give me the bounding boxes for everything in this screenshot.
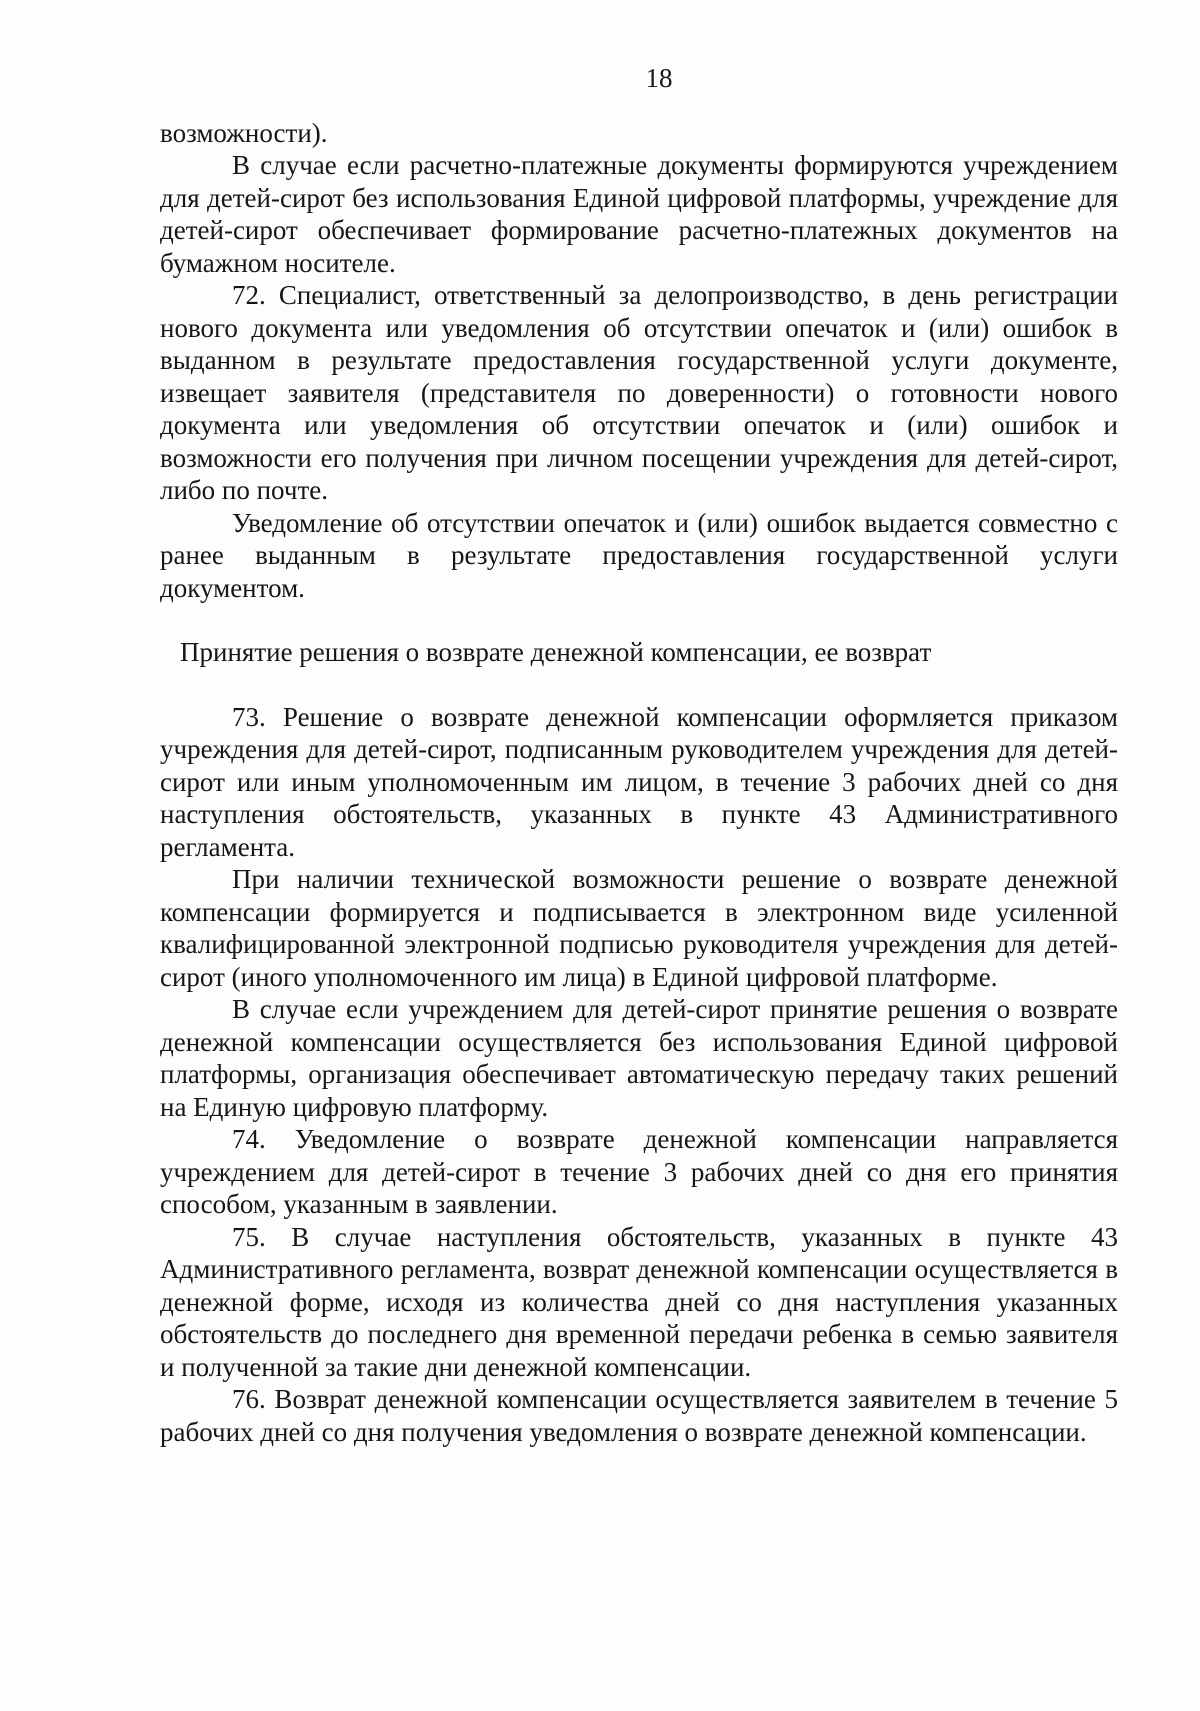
paragraph-technical-possibility: При наличии технической возможности решение о возврате денежной компенсации формируется и подписывается в электронном виде усиленной квалифицированной электронной подписью руководителя учреждения для детей-сирот (иного уполномоченного им лица) в Единой цифровой платформе. xyxy=(160,864,1118,992)
paragraph-without-platform: В случае если учреждением для детей-сирот принятие решения о возврате денежной компенсации осуществляется без использования Единой цифровой платформы, организация обеспечивает автоматическую передачу таких решений на Единую цифровую платформу. xyxy=(160,994,1118,1122)
paragraph-73: 73. Решение о возврате денежной компенсации оформляется приказом учреждения для детей-сирот, подписанным руководителем учреждения для детей-сирот или иным уполномоченным им лицом, в течение 3 рабочих дней со дня наступления обстоятельств, указанных в пункте 43 Административного регламента. xyxy=(160,701,1118,862)
paragraph-continuation: возможности). xyxy=(160,117,328,148)
paragraph-74: 74. Уведомление о возврате денежной компенсации направляется учреждением для детей-сирот в течение 3 рабочих дней со дня его принятия способом, указанным в заявлении. xyxy=(160,1124,1118,1219)
section-heading: Принятие решения о возврате денежной компенсации, ее возврат xyxy=(180,637,932,667)
paragraph-75: 75. В случае наступления обстоятельств, указанных в пункте 43 Административного регламента, возврат денежной компенсации осуществляется в денежной форме, исходя из количества дней со дня наступления указанных обстоятельств до последнего дня временной передачи ребенка в семью заявителя и полученной за такие дни денежной компенсации. xyxy=(160,1221,1118,1382)
page-number: 18 xyxy=(645,63,673,93)
paragraph-72: 72. Специалист, ответственный за делопроизводство, в день регистрации нового документа или уведомления об отсутствии опечаток и (или) ошибок в выданном в результате предоставления государственной услуги документе, извещает заявителя (представителя по доверенности) о готовности нового документа или уведомления об отсутствии опечаток и (или) ошибок и возможности его получения при личном посещении учреждения для детей-сирот, либо по почте. xyxy=(160,280,1118,505)
paragraph-76: 76. Возврат денежной компенсации осуществляется заявителем в течение 5 рабочих дней со дня получения уведомления о возврате денежной компенсации. xyxy=(160,1384,1118,1447)
paragraph-payment-documents: В случае если расчетно-платежные документы формируются учреждением для детей-сирот без использования Единой цифровой платформы, учреждение для детей-сирот обеспечивает формирование расчетно-платежных документов на бумажном носителе. xyxy=(160,150,1118,278)
paragraph-notification: Уведомление об отсутствии опечаток и (или) ошибок выдается совместно с ранее выданным в результате предоставления государственной услуги документом. xyxy=(160,507,1118,603)
